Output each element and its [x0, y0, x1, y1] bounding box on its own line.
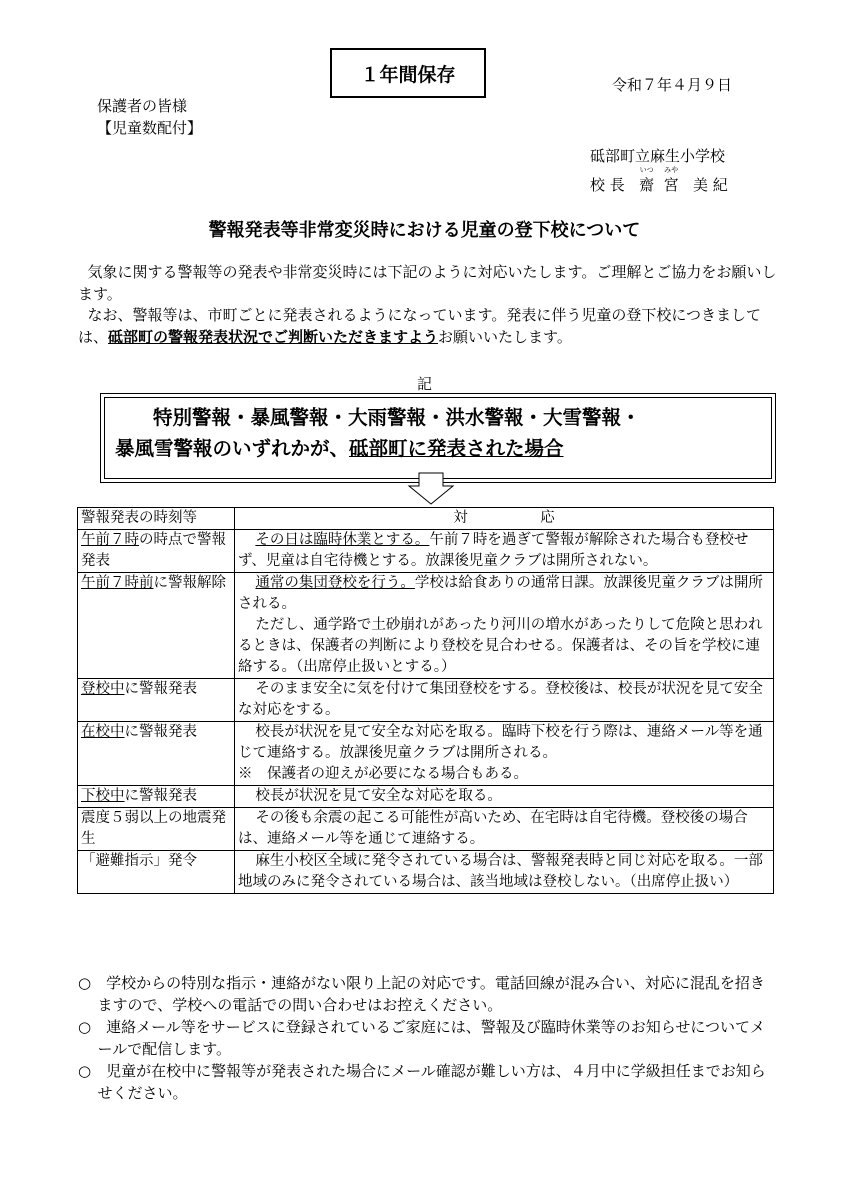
response-cell: 麻生小校区全域に発令されている場合は、警報発表時と同じ対応を取る。一部地域のみに発令されている場合は、該当地域は登校しない。（出席停止扱い） — [235, 851, 774, 894]
timing-cell: 「避難指示」発令 — [78, 851, 235, 894]
timing-cell: 午前７時前に警報解除 — [78, 573, 235, 679]
principal-surname-1: いつ 齋 — [639, 166, 655, 194]
condition-line-1: 特別警報・暴風警報・大雨警報・洪水警報・大雪警報・ — [153, 406, 641, 429]
table-row — [78, 722, 774, 786]
table-header-row — [78, 508, 774, 530]
intro-paragraph: なお、警報等は、市町ごとに発表されるようになっています。発表に伴う児童の登下校につきましては、砥部町の警報発表状況でご判断いただきますようお願いいたします。 — [78, 306, 762, 346]
condition-emphasis: 砥部町に発表された場合 — [349, 437, 564, 460]
addressee: 保護者の皆様 — [97, 97, 188, 115]
condition-box — [100, 393, 776, 483]
note-item: ○ 児童が在校中に警報等が発表された場合にメール確認が難しい方は、４月中に学級担任までお知らせください。 — [78, 1062, 766, 1102]
response-cell: 通常の集団登校を行う。学校は給食ありの通常日課。放課後児童クラブは開所される。 ただし、通学路で土砂崩れがあったり河川の増水があったりして危険と思われるときは、保護者の判断により登校を見合わせる。保護者は、その旨を学校に連絡する。（出席停止扱いとする。） — [235, 573, 774, 679]
emphasis: 砥部町の警報発表状況でご判断いただきますよう — [108, 327, 439, 346]
response-cell: その後も余震の起こる可能性が高いため、在宅時は自宅待機。登校後の場合は、連絡メール等を通じて連絡する。 — [235, 808, 774, 851]
table-row — [78, 786, 774, 808]
response-cell: 校長が状況を見て安全な対応を取る。臨時下校を行う際は、連絡メール等を通じて連絡する。放課後児童クラブは開所される。 ※ 保護者の迎えが必要になる場合もある。 — [235, 722, 774, 786]
ruby-text: みや — [664, 166, 679, 174]
timing-cell: 午前７時の時点で警報発表 — [78, 530, 235, 573]
distribution-note: 【児童数配付】 — [97, 119, 203, 137]
principal-given-name: 美 紀 — [692, 176, 728, 194]
principal-surname-2: みや 宮 — [663, 166, 679, 194]
response-cell: 校長が状況を見て安全な対応を取る。 — [235, 786, 774, 808]
ki-label: 記 — [416, 375, 432, 393]
table-row — [78, 530, 774, 573]
intro-text — [78, 262, 778, 348]
principal-signature — [590, 166, 728, 195]
response-cell: そのまま安全に気を付けて集団登校をする。登校後は、校長が状況を見て安全な対応をする。 — [235, 679, 774, 722]
condition-box-inner — [104, 397, 772, 479]
note-item: ○ 学校からの特別な指示・連絡がない限り上記の対応です。電話回線が混み合い、対応に混乱を招きますので、学校への電話での問い合わせはお控えください。 — [78, 974, 765, 1014]
table-row — [78, 573, 774, 679]
header-timing: 警報発表の時刻等 — [78, 508, 235, 530]
intro-paragraph: 気象に関する警報等の発表や非常変災時には下記のように対応いたします。ご理解とご協力をお願いします。 — [78, 263, 777, 303]
notes-list — [78, 972, 778, 1104]
table-row — [78, 808, 774, 851]
table-row — [78, 679, 774, 722]
header-response: 対 応 — [235, 508, 774, 530]
timing-cell: 震度５弱以上の地震発生 — [78, 808, 235, 851]
retention-stamp: １年間保存 — [330, 48, 486, 98]
note-item: ○ 連絡メール等をサービスに登録されているご家庭には、警報及び臨時休業等のお知らせについてメールで配信します。 — [78, 1018, 766, 1058]
school-name: 砥部町立麻生小学校 — [590, 147, 726, 165]
response-cell: その日は臨時休業とする。午前７時を過ぎて警報が解除された場合も登校せず、児童は自宅待機とする。放課後児童クラブは開所されない。 — [235, 530, 774, 573]
document-title: 警報発表等非常変災時における児童の登下校について — [208, 220, 641, 241]
ruby-text: いつ — [639, 166, 654, 174]
down-arrow-icon — [407, 472, 455, 506]
timing-cell: 登校中に警報発表 — [78, 679, 235, 722]
response-table — [77, 507, 774, 894]
issue-date: 令和７年４月９日 — [612, 76, 733, 94]
principal-title: 校 長 — [590, 176, 625, 194]
timing-cell: 在校中に警報発表 — [78, 722, 235, 786]
condition-line-2: 暴風雪警報のいずれかが、砥部町に発表された場合 — [115, 437, 564, 460]
table-row — [78, 851, 774, 894]
addressee-block — [97, 95, 202, 139]
timing-cell: 下校中に警報発表 — [78, 786, 235, 808]
